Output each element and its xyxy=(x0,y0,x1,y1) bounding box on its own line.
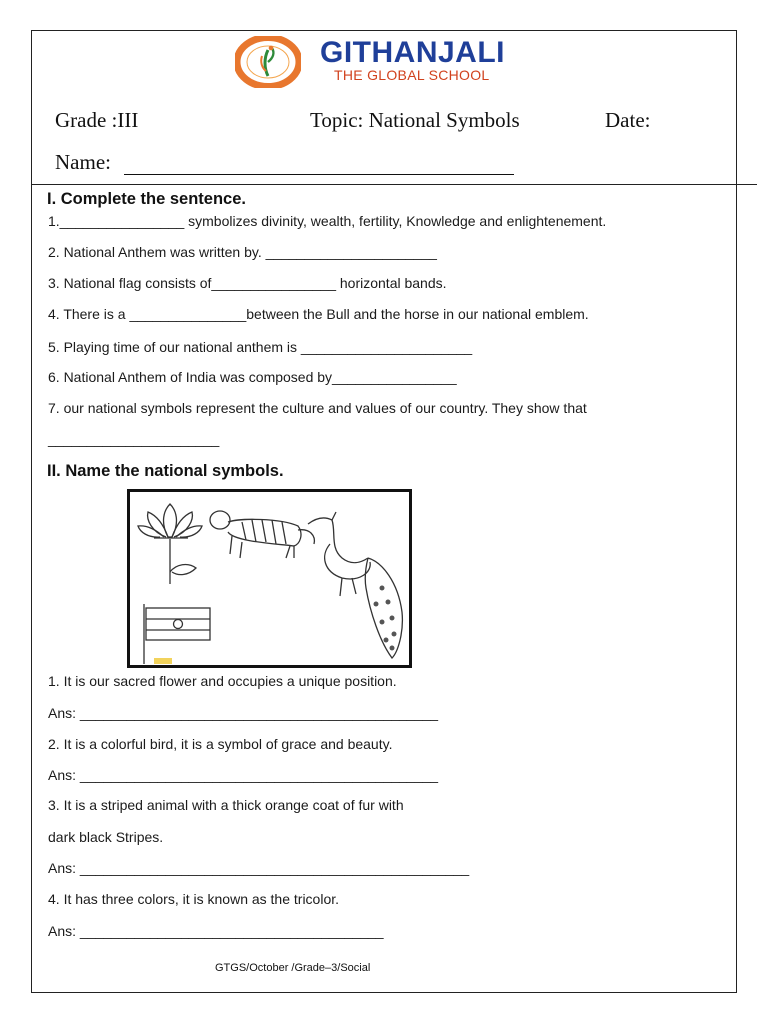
name-label: Name: xyxy=(55,150,111,174)
school-logo xyxy=(235,36,301,88)
caption-highlight xyxy=(154,658,172,664)
grade-label: Grade :III xyxy=(55,108,139,132)
answer-2-1[interactable]: Ans: ______________________________________________ xyxy=(48,705,439,721)
symbols-illustration xyxy=(130,492,409,665)
name-input-line[interactable] xyxy=(124,174,514,175)
flag-icon xyxy=(144,604,210,664)
question-2-1: 1. It is our sacred flower and occupies a unique position. xyxy=(48,673,397,689)
school-tagline: THE GLOBAL SCHOOL xyxy=(334,67,490,83)
lotus-icon xyxy=(138,504,202,584)
question-2-3: 3. It is a striped animal with a thick orange coat of fur with xyxy=(48,797,404,813)
tiger-icon xyxy=(210,511,314,558)
national-symbols-image xyxy=(127,489,412,668)
answer-line-1-7: ______________________ xyxy=(48,431,220,447)
answer-2-4[interactable]: Ans: _______________________________________ xyxy=(48,923,384,939)
section2-title: II. Name the national symbols. xyxy=(47,462,284,480)
section1-title: I. Complete the sentence. xyxy=(47,190,246,208)
question-1-7: 7. our national symbols represent the culture and values of our country. They show that xyxy=(48,400,587,416)
question-1-4: 4. There is a _______________between the Bull and the horse in our national emblem. xyxy=(48,306,589,322)
header-divider xyxy=(31,184,757,185)
question-2-2: 2. It is a colorful bird, it is a symbol of grace and beauty. xyxy=(48,736,393,752)
question-1-6: 6. National Anthem of India was composed by________________ xyxy=(48,369,457,385)
school-name: GITHANJALI xyxy=(320,36,505,69)
question-2-3-cont: dark black Stripes. xyxy=(48,829,164,845)
peacock-icon xyxy=(308,512,402,658)
question-1-5: 5. Playing time of our national anthem is ______________________ xyxy=(48,339,473,355)
footer-code: GTGS/October /Grade–3/Social xyxy=(215,962,371,974)
question-1-3: 3. National flag consists of________________ horizontal bands. xyxy=(48,275,447,291)
question-2-4: 4. It has three colors, it is known as the tricolor. xyxy=(48,891,340,907)
question-1-2: 2. National Anthem was written by. ______________________ xyxy=(48,244,437,260)
answer-2-2[interactable]: Ans: ______________________________________________ xyxy=(48,767,439,783)
question-1-1: 1.________________ symbolizes divinity, wealth, fertility, Knowledge and enlightenement. xyxy=(48,213,607,229)
date-label: Date: xyxy=(605,108,651,132)
topic-label: Topic: National Symbols xyxy=(310,108,520,132)
answer-2-3[interactable]: Ans: __________________________________________________ xyxy=(48,860,470,876)
